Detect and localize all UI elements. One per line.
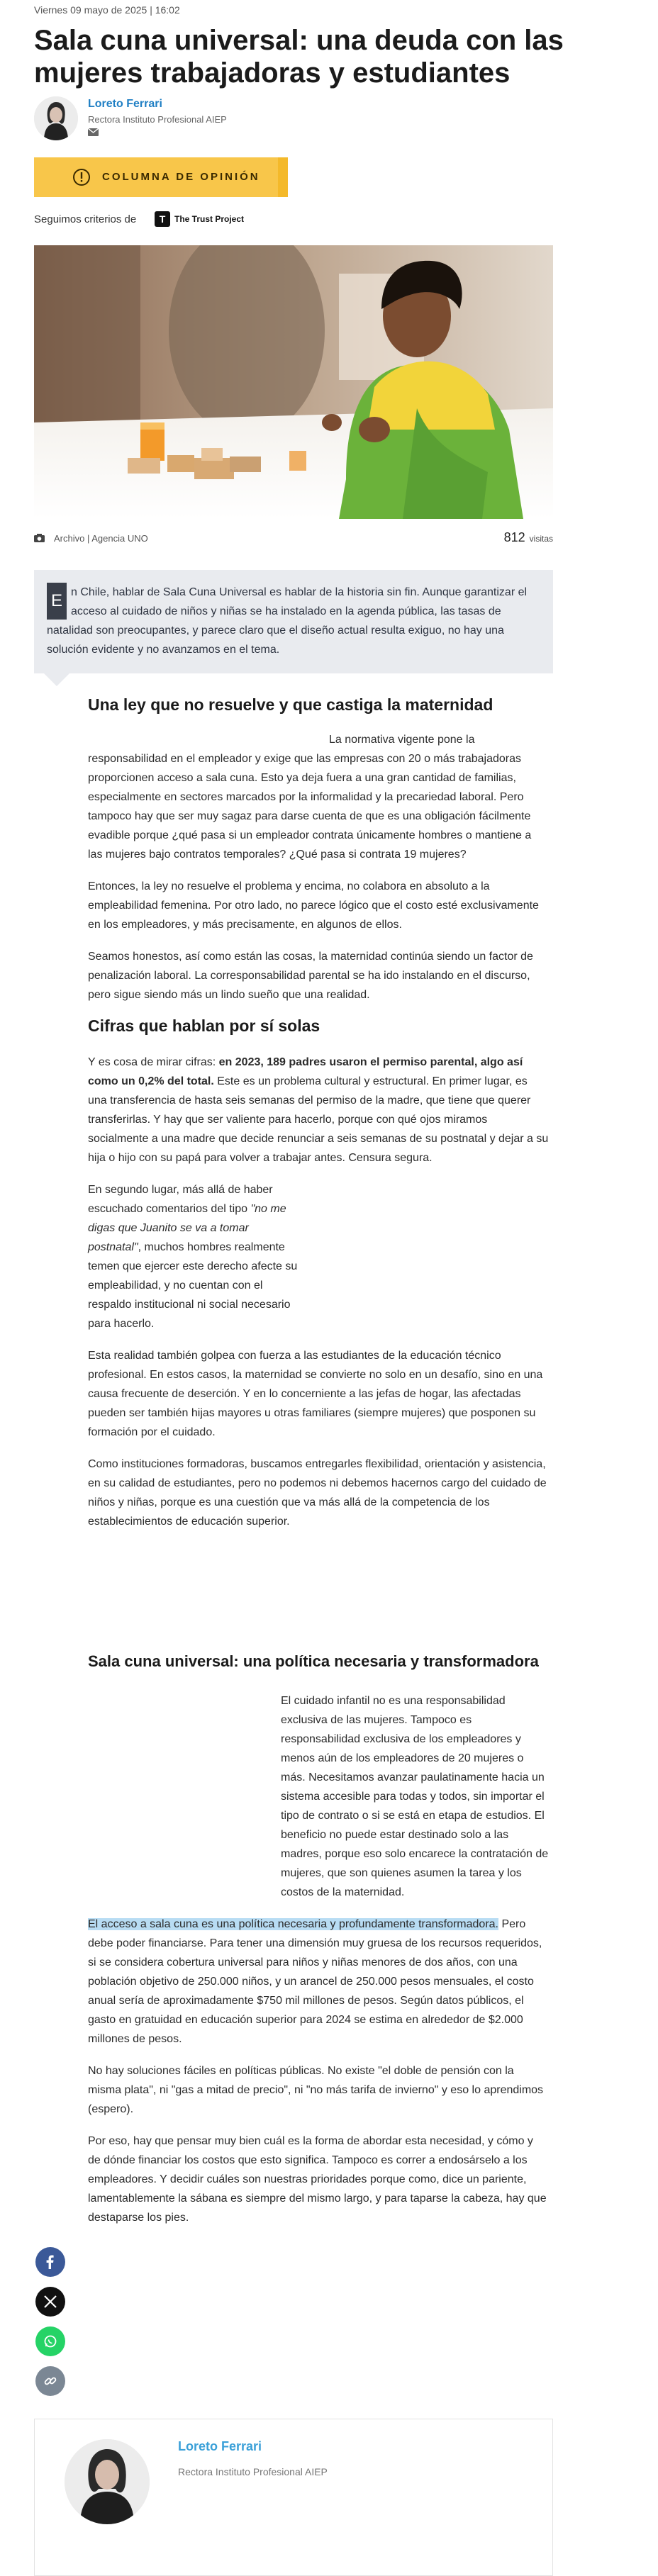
trust-project-icon: T [155, 211, 170, 227]
paragraph [88, 1180, 301, 1333]
lead-box-tail [44, 673, 69, 686]
lead-text: n Chile, hablar de Sala Cuna Universal es hablar de la historia sin fin. Aunque garantizar el acceso al cuidado de niños y niñas se ha instalado en la agenda pública, las tasas de natalidad son preocupantes, y parece claro que el diseño actual resulta exiguo, no hay una solución evidente y no avanzamos en el tema. [47, 586, 528, 656]
publish-date: Viernes 09 mayo de 2025 | 16:02 [34, 4, 180, 16]
image-caption: Archivo | Agencia UNO [54, 533, 148, 544]
author-avatar[interactable] [34, 96, 78, 140]
trust-project-name: The Trust Project [174, 214, 245, 224]
text: Y es cosa de mirar cifras: [88, 1056, 219, 1068]
image-caption-row [34, 530, 553, 547]
paragraph: No hay soluciones fáciles en políticas públicas. No existe "el doble de pensión con la misma plata", ni "gas a mitad de precio", ni "no más tarifa de invierno" y eso lo aprendimos (espero). [88, 2065, 544, 2115]
views-label: visitas [529, 534, 553, 544]
headline: Sala cuna universal: una deuda con las mujeres trabajadoras y estudiantes [34, 25, 564, 89]
section-heading-politica: Sala cuna universal: una política necesaria y transformadora [88, 1652, 539, 1670]
text: El cuidado infantil no es una responsabilidad exclusiva de las mujeres. Tampoco es responsabilidad exclusiva de los empleadores y menos aún de los empleadores de 20 mujeres o más. Necesitamos avanzar paulatinamente hacia un sistema accesible para todas y todos, sin importar el tipo de contrato o si se está en etapa de estudios. El beneficio no puede estar destinado solo a las madres, porque eso solo encarece la contratación de mujeres, que son quienes asumen la tarea y los costos de la maternidad. [281, 1695, 549, 1898]
paragraph [88, 1915, 549, 2049]
highlighted-text: El acceso a sala cuna es una política necesaria y profundamente transformadora. [88, 1918, 498, 1930]
paragraph [88, 1691, 549, 1902]
author-name-link[interactable]: Loreto Ferrari [88, 98, 162, 110]
opinion-column-badge[interactable] [34, 157, 284, 197]
share-x-button[interactable] [35, 2287, 65, 2317]
view-count [504, 530, 553, 545]
author-card-role: Rectora Instituto Profesional AIEP [178, 2466, 328, 2477]
share-link-button[interactable] [35, 2366, 65, 2396]
section-heading-cifras: Cifras que hablan por sí solas [88, 1017, 320, 1035]
share-whatsapp-button[interactable] [35, 2326, 65, 2356]
x-icon [43, 2295, 57, 2309]
paragraph [88, 1053, 549, 1167]
paragraph: Esta realidad también golpea con fuerza a las estudiantes de la educación técnico profesional. En estos casos, la maternidad se convierte no solo en un desafío, sino en una causa frecuente de deserción. Y en lo concerniente a las jefas de hogar, las afectadas pueden ser también hijas mayores u otras familiares (siempre mujeres) que posponen su formación por el cuidado. [88, 1350, 543, 1438]
author-block [34, 96, 389, 143]
share-facebook-button[interactable] [35, 2247, 65, 2277]
section-heading-ley: Una ley que no resuelve y que castiga la maternidad [88, 695, 494, 714]
text: En segundo lugar, más allá de haber escuchado comentarios del tipo [88, 1184, 273, 1215]
paragraph: Entonces, la ley no resuelve el problema y encima, no colabora en absoluto a la empleabilidad femenina. Por otro lado, no parece lógico que el costo esté exclusivamente en los empleadores, y más precisamente, en algunos de ellos. [88, 880, 539, 931]
link-icon [43, 2374, 57, 2388]
badge-label: COLUMNA DE OPINIÓN [102, 171, 260, 183]
whatsapp-icon [43, 2334, 57, 2348]
camera-icon [34, 534, 45, 542]
views-number: 812 [503, 530, 525, 544]
hero-image [34, 245, 553, 519]
author-role: Rectora Instituto Profesional AIEP [88, 114, 227, 125]
quote-text: "no me digas que Juanito se va a tomar postnatal" [88, 1203, 286, 1253]
drop-cap: E [47, 583, 67, 620]
text: Este es un problema cultural y estructural. En primer lugar, es una transferencia de hasta seis semanas del permiso de la madre, que tiene que querer transferirlas. Y hay que ser valiente para hacerlo, porque con qué ojos miramos socialmente a una madre que decide renunciar a seis semanas de su postnatal y dejar a su hija o hijo con su papá para volver a trabajar antes. Censura segura. [88, 1075, 549, 1164]
author-card-avatar[interactable] [65, 2439, 150, 2524]
facebook-icon [43, 2255, 57, 2269]
mail-icon[interactable] [88, 128, 99, 136]
text: Pero debe poder financiarse. Para tener una dimensión muy gruesa de los recursos requeridos, si se considera cobertura universal para niños y niñas menores de dos años, con una población objetivo de 250.000 niños, y un arancel de 250.000 pesos mensuales, el costo anual sería de aproximadamente $750 mil millones de pesos. Según datos públicos, el gasto en gratuidad en educación superior para 2024 se estima en alrededor de $2.000 millones de pesos. [88, 1918, 542, 2045]
paragraph: Seamos honestos, así como están las cosas, la maternidad continúa siendo un factor de penalización laboral. La corresponsabilidad parental se ha ido instalando en el discurso, pero sigue siendo más un lindo sueño que una realidad. [88, 951, 533, 1001]
bold-text: en 2023, 189 padres usaron el permiso parental, algo así como un 0,2% del total. [88, 1056, 523, 1087]
lead-paragraph [47, 583, 540, 659]
paragraph: Como instituciones formadoras, buscamos entregarles flexibilidad, orientación y asistencia, en su calidad de estudiantes, pero no podemos ni debemos hacernos cargo del cuidado de niños y niñas, porque es una cuestión que va más allá de la competencia de los establecimientos de educación superior. [88, 1458, 547, 1528]
article-body [88, 695, 549, 2227]
trust-text: Seguimos criterios de [34, 213, 137, 225]
text: , muchos hombres realmente temen que ejercer este derecho afecte su empleabilidad, y no cuentan con el respaldo institucional ni social necesario para hacerlo. [88, 1241, 298, 1330]
paragraph: Por eso, hay que pensar muy bien cuál es la forma de abordar esta necesidad, y cómo y de dónde financiar los costos que esto significa. Tampoco es correr a endosárselo a los empleadores. Y decidir cuáles son nuestras prioridades porque como, dice un pariente, lamentablemente la sábana es siempre del mismo largo, y para taparse la cabeza, hay que destaparse los pies. [88, 2135, 547, 2224]
paragraph: La normativa vigente pone la responsabilidad en el empleador y exige que las empresas con 20 o más trabajadoras proporcionen acceso a sala cuna. Esto ya deja fuera a una gran cantidad de familias, especialmente en sectores marcados por la informalidad y la precariedad laboral. Pero tampoco hay que ser muy sagaz para darse cuenta de que es una obligación fácilmente evadible porque ¿qué pasa si un empleador contrata únicamente hombres o mantiene a las mujeres bajo contratos temporales? ¿Qué pasa si contrata 19 mujeres? [88, 734, 532, 861]
author-card [34, 2419, 553, 2576]
info-icon [72, 168, 91, 186]
badge-edge [278, 157, 288, 197]
author-card-name[interactable]: Loreto Ferrari [178, 2439, 262, 2453]
